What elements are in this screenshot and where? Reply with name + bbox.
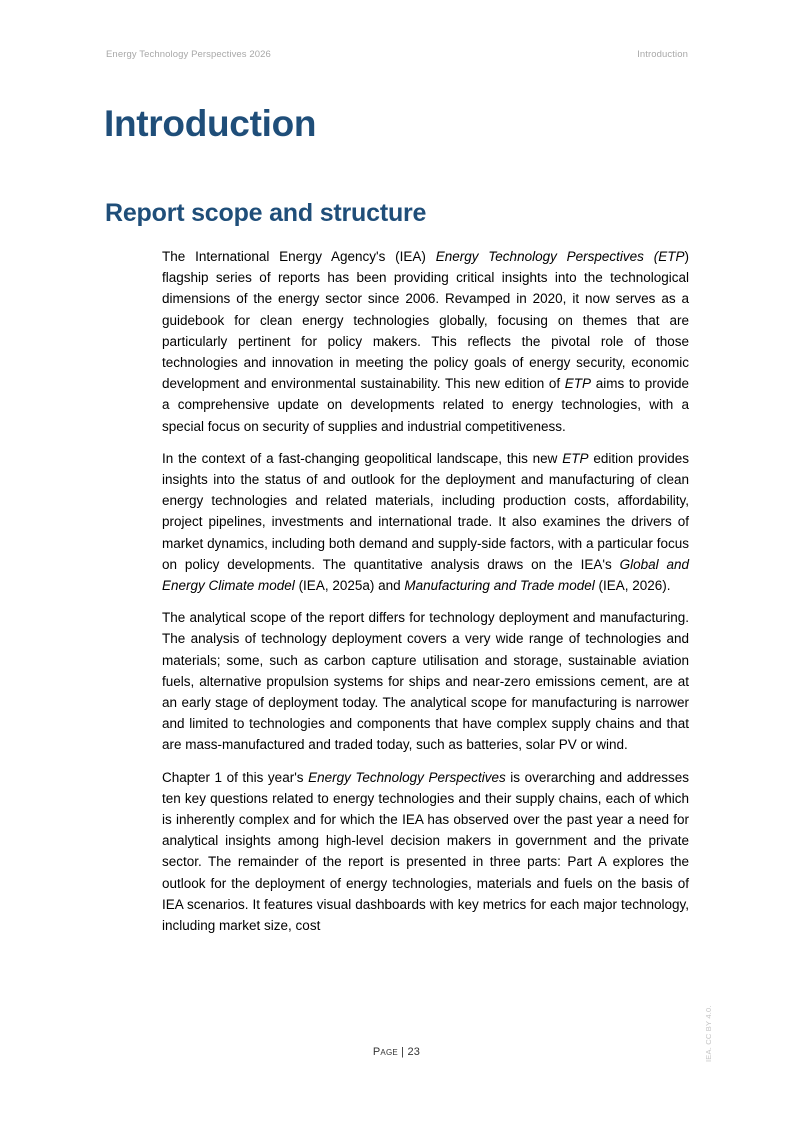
license-note: IEA. CC BY 4.0. — [704, 1005, 713, 1062]
text-run: In the context of a fast-changing geopolitical landscape, this new — [162, 450, 563, 466]
text-run: The International Energy Agency's (IEA) — [162, 249, 436, 264]
body-paragraphs — [162, 246, 689, 947]
header-right-text: Introduction — [637, 49, 688, 60]
text-run: edition provides insights into the status of and outlook for the deployment and manufacturing of clean energy technologies and related materials, including production costs, affordability, project pipelines, investments and international trade. It also examines the drivers of market dynamics, including both demand and supply-side factors, with a particular focus on policy developments. The quantitative analysis draws on the IEA's — [162, 450, 689, 572]
text-run: ) flagship series of reports has been providing critical insights into the technological dimensions of the energy sector since 2006. Revamped in 2020, it now serves as a guidebook for clean energy technologies globally, focusing on themes that are particularly pertinent for policy makers. This reflects the pivotal role of those technologies and innovation in meeting the policy goals of energy security, economic development and environmental sustainability. This new edition of — [162, 249, 689, 392]
italic-run: ETP — [562, 450, 589, 466]
running-header — [106, 49, 688, 60]
header-left-text: Energy Technology Perspectives 2026 — [106, 49, 271, 60]
section-heading: Report scope and structure — [105, 199, 427, 227]
text-run: (IEA, 2026). — [594, 578, 671, 594]
italic-run: Global and Energy Climate model — [162, 556, 689, 594]
italic-run: Manufacturing and Trade model — [404, 578, 595, 594]
paragraph — [162, 767, 689, 937]
italic-run: Energy Technology Perspectives (ETP — [435, 249, 685, 264]
text-run: The analytical scope of the report differs for technology deployment and manufacturing. The analysis of technology deployment covers a very wide range of technologies and materials; some, such as carbon capture utilisation and storage, sustainable aviation fuels, alternative propulsion systems for ships and near-zero emissions cement, are at an early stage of deployment today. The analytical scope for manufacturing is narrower and limited to technologies and components that have complex supply chains and that are mass-manufactured and traded today, such as batteries, solar PV or wind. — [162, 610, 689, 753]
page-title: Introduction — [104, 103, 317, 144]
italic-run: ETP — [564, 376, 592, 392]
italic-run: Energy Technology Perspectives — [308, 769, 506, 785]
page-number: Page | 23 — [372, 1046, 421, 1058]
paragraph — [162, 607, 689, 755]
page-footer — [0, 1046, 793, 1058]
text-run: aims to provide a comprehensive update on developments related to energy technologies, with a special focus on security of supplies and industrial competitiveness. — [162, 376, 689, 434]
text-run: Chapter 1 of this year's — [162, 769, 309, 785]
paragraph — [162, 246, 689, 437]
text-run: is overarching and addresses ten key questions related to energy technologies and their supply chains, each of which is inherently complex and for which the IEA has observed over the past year a need for analytical insights among high-level decision makers in government and the private sector. The remainder of the report is presented in three parts: Part A explores the outlook for the deployment of energy technologies, materials and fuels on the basis of IEA scenarios. It features visual dashboards with key metrics for each major technology, including market size, cost — [162, 769, 689, 934]
paragraph — [162, 448, 689, 596]
text-run: (IEA, 2025a) and — [294, 578, 405, 594]
